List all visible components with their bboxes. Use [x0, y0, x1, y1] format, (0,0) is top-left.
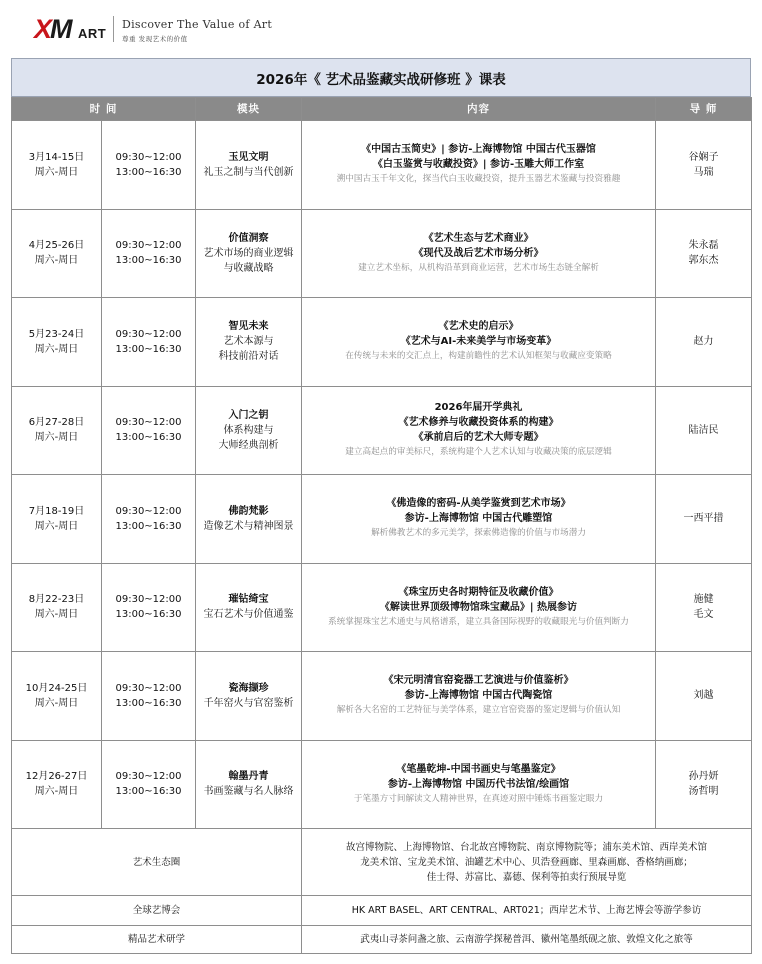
- footer-row: [12, 896, 752, 926]
- time-cell: [102, 563, 196, 652]
- table-row: [12, 563, 752, 652]
- mentor-cell: [656, 563, 752, 652]
- module-desc: 体系构建与: [223, 424, 274, 436]
- course-title: 《佛造像的密码-从美学鉴赏到艺术市场》: [386, 498, 571, 510]
- afternoon-time: 13:00~16:30: [115, 520, 182, 532]
- mentor-name: 施健: [693, 594, 714, 606]
- footer-row: [12, 829, 752, 896]
- footer-label: 全球艺博会: [12, 896, 302, 926]
- brand-slogan: Discover The Value of Art: [122, 18, 273, 31]
- footer-content: [302, 926, 752, 954]
- date-cell: [12, 475, 102, 564]
- footer-line: 佳士得、苏富比、嘉德、保利等拍卖行预展导览: [426, 871, 627, 883]
- module-desc: 艺术本源与: [223, 336, 274, 348]
- afternoon-time: 13:00~16:30: [115, 255, 182, 267]
- module-name: 璀钻绮宝: [228, 594, 269, 606]
- course-summary: 建立高起点的审美标尺，系统构建个人艺术认知与收藏决策的底层逻辑: [345, 447, 612, 458]
- session-weekday: 周六-周日: [34, 343, 79, 355]
- content-cell: [302, 563, 656, 652]
- course-title: 《解读世界顶级博物馆珠宝藏品》| 热展参访: [379, 601, 578, 613]
- schedule-table: [11, 97, 752, 954]
- course-title: 《艺术修养与收藏投资体系的构建》: [398, 417, 559, 429]
- course-summary: 解析各大名窑的工艺特征与美学体系，建立官窑瓷器的鉴定逻辑与价值认知: [336, 705, 621, 716]
- session-date: 10月24-25日: [25, 682, 88, 694]
- session-weekday: 周六-周日: [34, 609, 79, 621]
- module-cell: [196, 740, 302, 829]
- module-desc: 与收藏战略: [223, 262, 274, 274]
- session-weekday: 周六-周日: [34, 166, 79, 178]
- course-summary: 于笔墨方寸间解读文人精神世界，在真迹对照中锤炼书画鉴定眼力: [353, 793, 604, 804]
- table-row: [12, 298, 752, 387]
- footer-row: [12, 926, 752, 954]
- table-row: [12, 209, 752, 298]
- session-weekday: 周六-周日: [34, 520, 79, 532]
- course-summary: 溯中国古玉千年文化，探当代白玉收藏投资，提升玉器艺术鉴藏与投资雅趣: [336, 174, 621, 185]
- afternoon-time: 13:00~16:30: [115, 343, 182, 355]
- time-cell: [102, 652, 196, 741]
- logo-xm: XM: [34, 14, 71, 44]
- footer-content: [302, 896, 752, 926]
- header-time: 时 间: [12, 98, 196, 121]
- table-row: [12, 475, 752, 564]
- course-summary: 建立艺术坐标，从机构沿革到商业运营，艺术市场生态链全解析: [358, 262, 599, 273]
- content-cell: [302, 121, 656, 210]
- morning-time: 09:30~12:00: [115, 417, 182, 429]
- time-cell: [102, 209, 196, 298]
- course-title: 《中国古玉简史》| 参访-上海博物馆 中国古代玉器馆: [361, 144, 596, 156]
- time-cell: [102, 298, 196, 387]
- course-title: 《艺术与AI-未来美学与市场变革》: [400, 336, 557, 348]
- table-row: [12, 386, 752, 475]
- mentor-cell: [656, 121, 752, 210]
- mentor-name: 赵力: [693, 336, 714, 348]
- session-date: 12月26-27日: [25, 771, 88, 783]
- footer-line: 故宫博物院、上海博物馆、台北故宫博物院、南京博物院等；浦东美术馆、西岸美术馆: [345, 841, 707, 853]
- course-title: 参访-上海博物馆 中国历代书法馆/绘画馆: [387, 778, 570, 790]
- module-name: 佛韵梵影: [228, 505, 269, 517]
- module-desc: 造像艺术与精神图景: [203, 520, 294, 532]
- session-date: 5月23-24日: [28, 328, 85, 340]
- course-summary: 在传统与未来的交汇点上，构建前瞻性的艺术认知框架与收藏应变策略: [345, 351, 612, 362]
- mentor-name: 刘越: [693, 690, 714, 702]
- course-title: 《承前启后的艺术大师专题》: [413, 432, 544, 444]
- module-name: 翰墨丹青: [228, 771, 269, 783]
- date-cell: [12, 121, 102, 210]
- mentor-name: 陆洁民: [688, 424, 719, 436]
- morning-time: 09:30~12:00: [115, 151, 182, 163]
- course-summary: 系统掌握珠宝艺术通史与风格谱系，建立具备国际视野的收藏眼光与价值判断力: [328, 616, 629, 627]
- date-cell: [12, 298, 102, 387]
- date-cell: [12, 209, 102, 298]
- module-name: 玉见文明: [228, 151, 269, 163]
- footer-label: 精品艺术研学: [12, 926, 302, 954]
- footer-line: HK ART BASEL、ART CENTRAL、ART021；西岸艺术节、上海艺博会等游学参访: [351, 905, 702, 916]
- module-name: 价值洞察: [228, 232, 269, 244]
- module-cell: [196, 209, 302, 298]
- table-row: [12, 121, 752, 210]
- module-cell: [196, 563, 302, 652]
- footer-line: 武夷山寻茶问盏之旅、云南游学探秘普洱、徽州笔墨纸砚之旅、敦煌文化之旅等: [360, 934, 693, 945]
- module-desc: 书画鉴藏与名人脉络: [203, 786, 294, 798]
- module-name: 瓷海撷珍: [228, 682, 269, 694]
- course-title: 《白玉鉴赏与收藏投资》| 参访-玉雕大师工作室: [372, 159, 585, 171]
- mentor-cell: [656, 298, 752, 387]
- morning-time: 09:30~12:00: [115, 328, 182, 340]
- header-mentor: 导 师: [656, 98, 752, 121]
- course-title: 《现代及战后艺术市场分析》: [413, 247, 544, 259]
- date-cell: [12, 386, 102, 475]
- session-weekday: 周六-周日: [34, 255, 79, 267]
- module-cell: [196, 652, 302, 741]
- mentor-name: 毛文: [693, 609, 714, 621]
- mentor-cell: [656, 475, 752, 564]
- date-cell: [12, 740, 102, 829]
- mentor-cell: [656, 652, 752, 741]
- mentor-cell: [656, 386, 752, 475]
- content-cell: [302, 298, 656, 387]
- module-desc: 大师经典剖析: [218, 439, 279, 451]
- mentor-name: 一西平措: [683, 513, 724, 525]
- time-cell: [102, 475, 196, 564]
- course-title: 《珠宝历史各时期特征及收藏价值》: [398, 586, 559, 598]
- time-cell: [102, 121, 196, 210]
- date-cell: [12, 652, 102, 741]
- module-name: 智见未来: [228, 321, 269, 333]
- logo-art: ART: [78, 26, 107, 41]
- morning-time: 09:30~12:00: [115, 240, 182, 252]
- mentor-name: 朱永磊: [688, 240, 719, 252]
- module-desc: 科技前沿对话: [218, 351, 279, 363]
- mentor-name: 孙丹妍: [688, 771, 719, 783]
- afternoon-time: 13:00~16:30: [115, 166, 182, 178]
- morning-time: 09:30~12:00: [115, 682, 182, 694]
- module-desc: 礼玉之制与当代创新: [203, 166, 294, 178]
- course-title: 2026年届开学典礼: [434, 402, 523, 414]
- module-name: 入门之钥: [228, 409, 269, 421]
- xmart-logo: [34, 14, 107, 44]
- course-title: 《笔墨乾坤-中国书画史与笔墨鉴定》: [396, 763, 561, 775]
- session-date: 8月22-23日: [28, 594, 85, 606]
- course-summary: 解析佛教艺术的多元美学，探索佛造像的价值与市场潜力: [371, 528, 586, 539]
- table-row: [12, 652, 752, 741]
- footer-content: [302, 829, 752, 896]
- mentor-cell: [656, 740, 752, 829]
- header-content: 内容: [302, 98, 656, 121]
- module-cell: [196, 298, 302, 387]
- time-cell: [102, 740, 196, 829]
- mentor-name: 汤哲明: [688, 786, 719, 798]
- header-module: 模块: [196, 98, 302, 121]
- module-cell: [196, 475, 302, 564]
- afternoon-time: 13:00~16:30: [115, 697, 182, 709]
- mentor-name: 马瑞: [693, 166, 714, 178]
- page-header: [0, 0, 762, 58]
- afternoon-time: 13:00~16:30: [115, 432, 182, 444]
- course-title: 《宋元明清官窑瓷器工艺演进与价值鉴析》: [383, 675, 574, 687]
- page-title: 2026年《 艺术品鉴藏实战研修班 》课表: [11, 58, 751, 97]
- session-weekday: 周六-周日: [34, 697, 79, 709]
- course-title: 参访-上海博物馆 中国古代雕塑馆: [404, 513, 553, 525]
- footer-label: 艺术生态圈: [12, 829, 302, 896]
- session-date: 6月27-28日: [28, 417, 85, 429]
- morning-time: 09:30~12:00: [115, 771, 182, 783]
- module-desc: 艺术市场的商业逻辑: [203, 247, 294, 259]
- mentor-name: 谷娴子: [688, 151, 719, 163]
- time-cell: [102, 386, 196, 475]
- session-date: 4月25-26日: [28, 240, 85, 252]
- afternoon-time: 13:00~16:30: [115, 609, 182, 621]
- session-date: 7月18-19日: [28, 505, 85, 517]
- content-cell: [302, 652, 656, 741]
- content-cell: [302, 740, 656, 829]
- content-cell: [302, 475, 656, 564]
- mentor-cell: [656, 209, 752, 298]
- module-desc: 千年窑火与官窑鉴析: [203, 697, 294, 709]
- content-cell: [302, 386, 656, 475]
- module-desc: 宝石艺术与价值通鉴: [203, 609, 294, 621]
- session-weekday: 周六-周日: [34, 786, 79, 798]
- table-row: [12, 740, 752, 829]
- course-title: 《艺术史的启示》: [438, 321, 519, 333]
- module-cell: [196, 121, 302, 210]
- session-date: 3月14-15日: [28, 151, 85, 163]
- course-title: 参访-上海博物馆 中国古代陶瓷馆: [404, 690, 553, 702]
- content-cell: [302, 209, 656, 298]
- morning-time: 09:30~12:00: [115, 505, 182, 517]
- date-cell: [12, 563, 102, 652]
- mentor-name: 郭东杰: [688, 255, 719, 267]
- session-weekday: 周六-周日: [34, 432, 79, 444]
- header-divider: [113, 16, 114, 42]
- morning-time: 09:30~12:00: [115, 594, 182, 606]
- course-title: 《艺术生态与艺术商业》: [423, 232, 534, 244]
- afternoon-time: 13:00~16:30: [115, 786, 182, 798]
- module-cell: [196, 386, 302, 475]
- brand-slogan-cn: 尊重 发现艺术的价值: [122, 35, 188, 43]
- footer-line: 龙美术馆、宝龙美术馆、油罐艺术中心、贝浩登画廊、里森画廊、香格纳画廊；: [360, 856, 693, 868]
